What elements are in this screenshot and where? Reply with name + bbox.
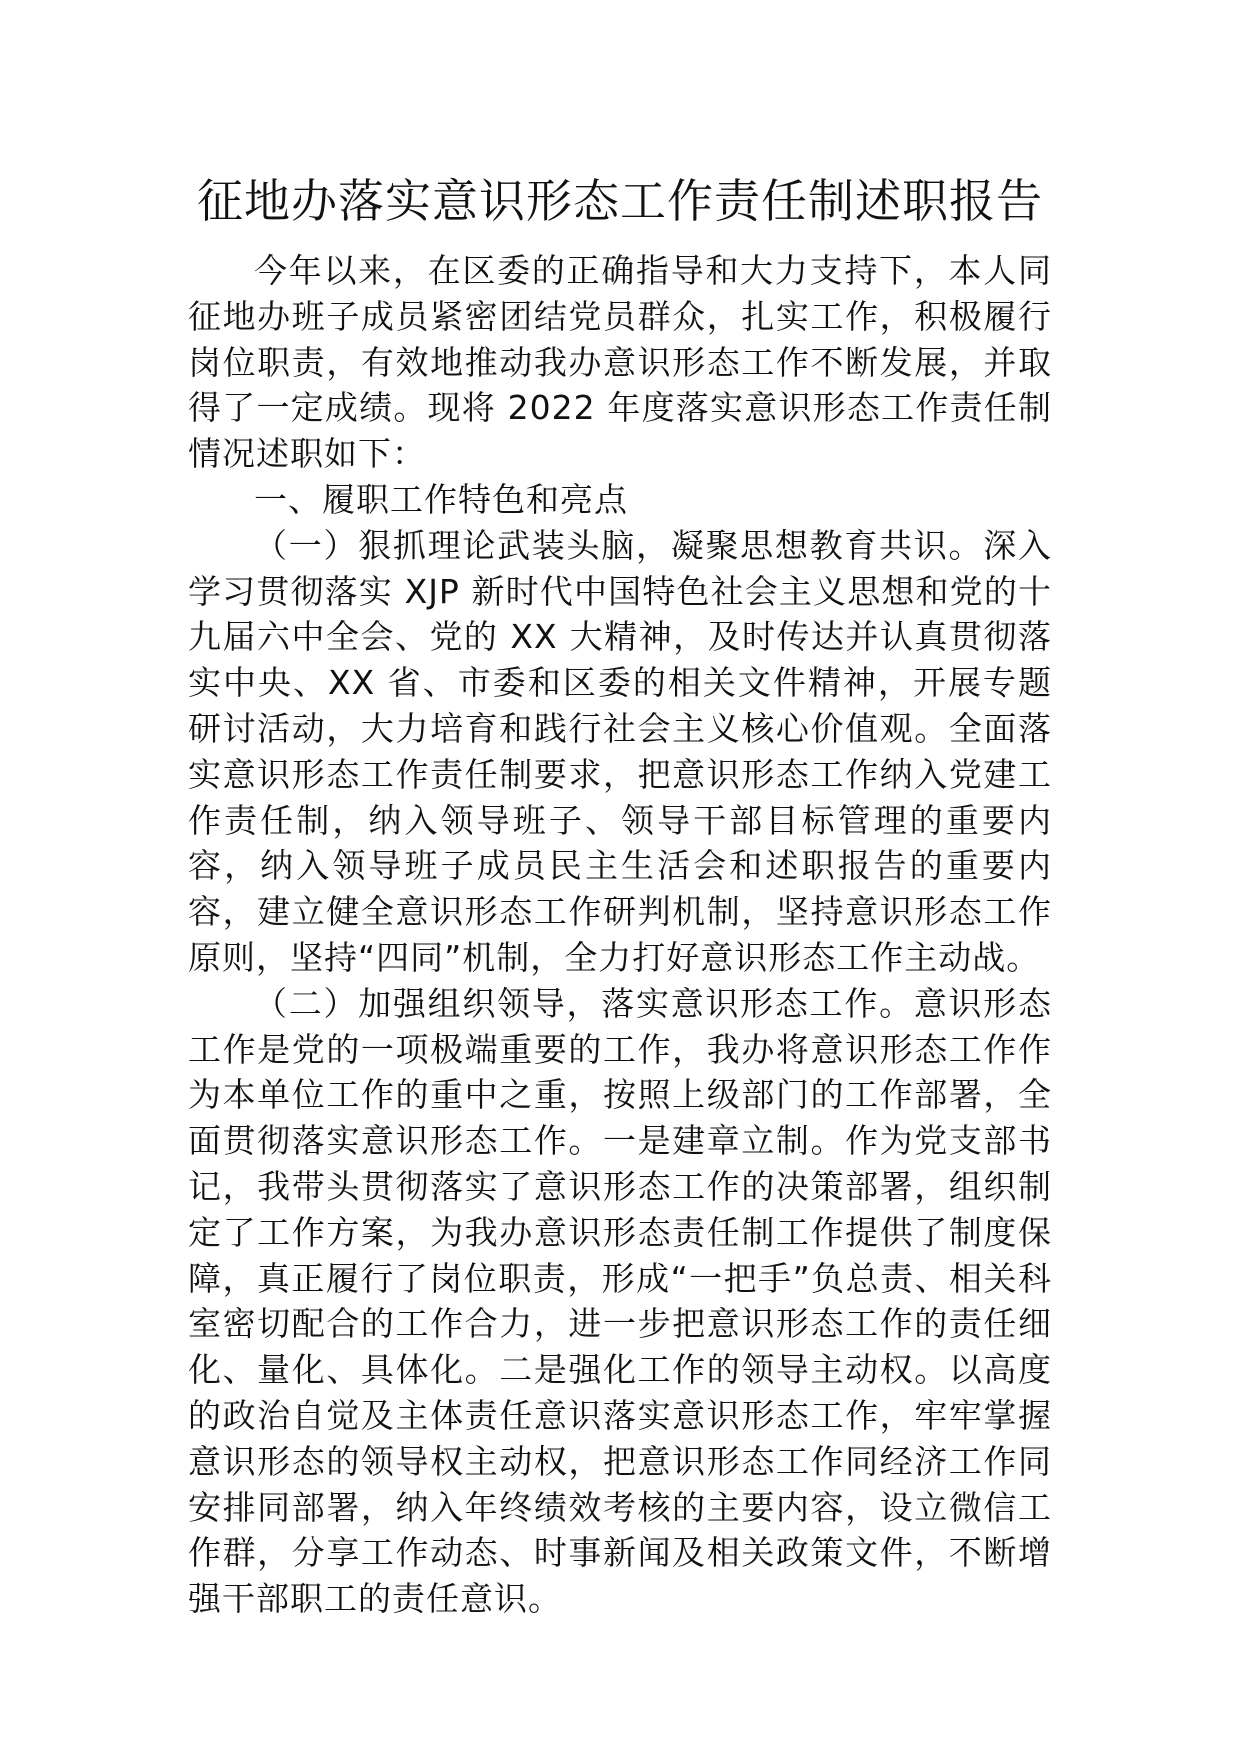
section-paragraph-1: （一）狠抓理论武装头脑，凝聚思想教育共识。深入学习贯彻落实 XJP 新时代中国特色社会主义思想和党的十九届六中全会、党的 XX 大精神，及时传达并认真贯彻落实中央、XX 省、市委和区委的相关文件精神，开展专题研讨活动，大力培育和践行社会主义核心价值观。全面落实意识形态工作责任制要求，把意识形态工作纳入党建工作责任制，纳入领导班子、领导干部目标管理的重要内容，纳入领导班子成员民主生活会和述职报告的重要内容，建立健全意识形态工作研判机制，坚持意识形态工作原则，坚持“四同”机制，全力打好意识形态工作主动战。 <box>188 525 1052 977</box>
section-paragraph-2: （二）加强组织领导，落实意识形态工作。意识形态工作是党的一项极端重要的工作，我办将意识形态工作作为本单位工作的重中之重，按照上级部门的工作部署，全面贯彻落实意识形态工作。一是建章立制。作为党支部书记，我带头贯彻落实了意识形态工作的决策部署，组织制定了工作方案，为我办意识形态责任制工作提供了制度保障，真正履行了岗位职责，形成“一把手”负总责、相关科室密切配合的工作合力，进一步把意识形态工作的责任细化、量化、具体化。二是强化工作的领导主动权。以高度的政治自觉及主体责任意识落实意识形态工作，牢牢掌握意识形态的领导权主动权，把意识形态工作同经济工作同安排同部署，纳入年终绩效考核的主要内容，设立微信工作群，分享工作动态、时事新闻及相关政策文件，不断增强干部职工的责任意识。 <box>188 983 1052 1619</box>
document-body <box>188 248 1052 1622</box>
section-heading-1: 一、履职工作特色和亮点 <box>254 479 628 519</box>
document-title: 征地办落实意识形态工作责任制述职报告 <box>197 174 1043 228</box>
intro-paragraph: 今年以来，在区委的正确指导和大力支持下，本人同征地办班子成员紧密团结党员群众，扎实工作，积极履行岗位职责，有效地推动我办意识形态工作不断发展，并取得了一定成绩。现将 2022 年度落实意识形态工作责任制情况述职如下： <box>188 251 1052 474</box>
